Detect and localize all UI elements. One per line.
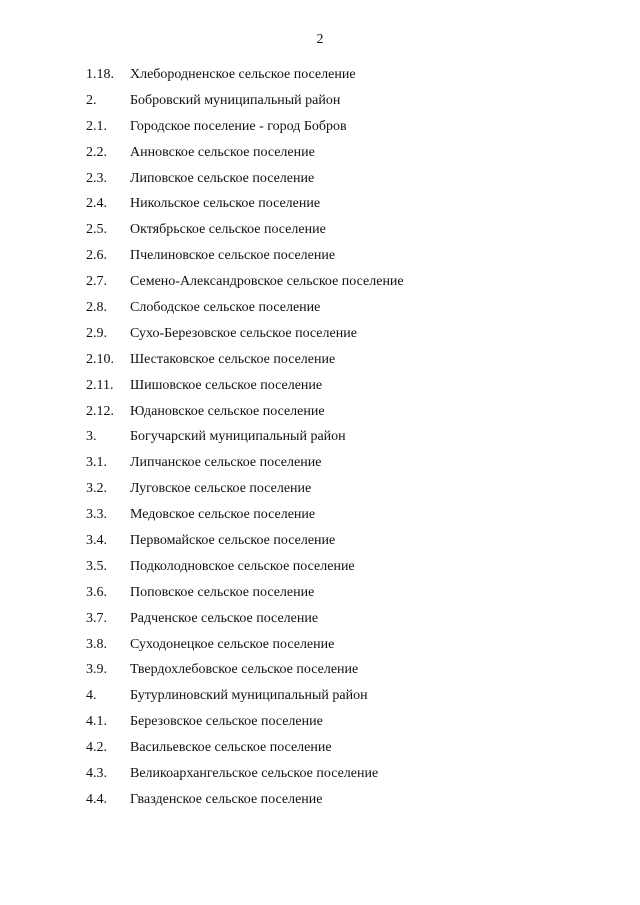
list-item	[86, 761, 606, 787]
list-item	[86, 787, 606, 813]
item-name: Первомайское сельское поселение	[130, 532, 336, 548]
list-item	[86, 62, 606, 88]
item-name: Октябрьское сельское поселение	[130, 222, 326, 238]
item-number: 4.2.	[86, 740, 107, 756]
item-name: Липчанское сельское поселение	[130, 455, 322, 471]
list-item	[86, 476, 606, 502]
item-name: Шишовское сельское поселение	[130, 377, 323, 393]
item-number: 2.1.	[86, 118, 107, 134]
list-item	[86, 606, 606, 632]
item-name: Слободское сельское поселение	[130, 299, 321, 315]
list-item	[86, 243, 606, 269]
item-number: 3.6.	[86, 584, 107, 600]
item-number: 2.11.	[86, 377, 114, 393]
item-number: 2.	[86, 92, 97, 108]
item-number: 3.9.	[86, 662, 107, 678]
item-number: 4.3.	[86, 765, 107, 781]
item-name: Медовское сельское поселение	[130, 507, 316, 523]
item-number: 3.4.	[86, 532, 107, 548]
list-item	[86, 88, 606, 114]
item-number: 2.3.	[86, 170, 107, 186]
list-item	[86, 528, 606, 554]
item-name: Липовское сельское поселение	[130, 170, 315, 186]
item-number: 3.	[86, 429, 97, 445]
item-name: Анновское сельское поселение	[130, 144, 315, 160]
list-item	[86, 373, 606, 399]
list-item	[86, 166, 606, 192]
item-name: Великоархангельское сельское поселение	[130, 765, 379, 781]
item-name: Березовское сельское поселение	[130, 714, 323, 730]
item-name: Никольское сельское поселение	[130, 196, 321, 212]
item-number: 2.9.	[86, 325, 107, 341]
item-number: 2.7.	[86, 274, 107, 290]
item-number: 2.6.	[86, 248, 107, 264]
list-item	[86, 269, 606, 295]
item-name: Подколодновское сельское поселение	[130, 558, 355, 574]
item-name: Богучарский муниципальный район	[130, 429, 346, 445]
item-name: Пчелиновское сельское поселение	[130, 248, 336, 264]
item-name: Луговское сельское поселение	[130, 481, 312, 497]
list-item	[86, 114, 606, 140]
item-name: Юдановское сельское поселение	[130, 403, 325, 419]
item-name: Хлебородненское сельское поселение	[130, 66, 356, 82]
list-item	[86, 502, 606, 528]
list-item	[86, 683, 606, 709]
list-item	[86, 140, 606, 166]
list-item	[86, 347, 606, 373]
page-number: 2	[316, 32, 324, 47]
item-number: 4.4.	[86, 791, 107, 807]
item-number: 2.4.	[86, 196, 107, 212]
item-name: Радченское сельское поселение	[130, 610, 319, 626]
list-item	[86, 709, 606, 735]
list-item	[86, 321, 606, 347]
list-item	[86, 632, 606, 658]
list-item	[86, 580, 606, 606]
item-number: 2.8.	[86, 299, 107, 315]
item-number: 2.5.	[86, 222, 107, 238]
item-number: 3.3.	[86, 507, 107, 523]
list-item	[86, 295, 606, 321]
item-name: Суходонецкое сельское поселение	[130, 636, 335, 652]
item-number: 3.7.	[86, 610, 107, 626]
item-number: 4.	[86, 688, 97, 704]
item-name: Семено-Александровское сельское поселение	[130, 274, 404, 290]
item-number: 2.2.	[86, 144, 107, 160]
list-item	[86, 450, 606, 476]
item-name: Поповское сельское поселение	[130, 584, 315, 600]
item-name: Шестаковское сельское поселение	[130, 351, 336, 367]
item-number: 4.1.	[86, 714, 107, 730]
item-number: 2.10.	[86, 351, 114, 367]
list-item	[86, 217, 606, 243]
item-name: Васильевское сельское поселение	[130, 740, 332, 756]
list-item	[86, 657, 606, 683]
item-name: Твердохлебовское сельское поселение	[130, 662, 359, 678]
list-item	[86, 191, 606, 217]
item-name: Сухо-Березовское сельское поселение	[130, 325, 357, 341]
list-item	[86, 735, 606, 761]
item-number: 3.8.	[86, 636, 107, 652]
item-number: 3.1.	[86, 455, 107, 471]
item-name: Гвазденское сельское поселение	[130, 791, 323, 807]
settlement-list	[86, 62, 606, 813]
item-number: 1.18.	[86, 66, 114, 82]
item-number: 2.12.	[86, 403, 114, 419]
item-name: Городское поселение - город Бобров	[130, 118, 347, 134]
list-item	[86, 554, 606, 580]
list-item	[86, 399, 606, 425]
list-item	[86, 424, 606, 450]
item-number: 3.5.	[86, 558, 107, 574]
item-number: 3.2.	[86, 481, 107, 497]
item-name: Бобровский муниципальный район	[130, 92, 341, 108]
item-name: Бутурлиновский муниципальный район	[130, 688, 368, 704]
